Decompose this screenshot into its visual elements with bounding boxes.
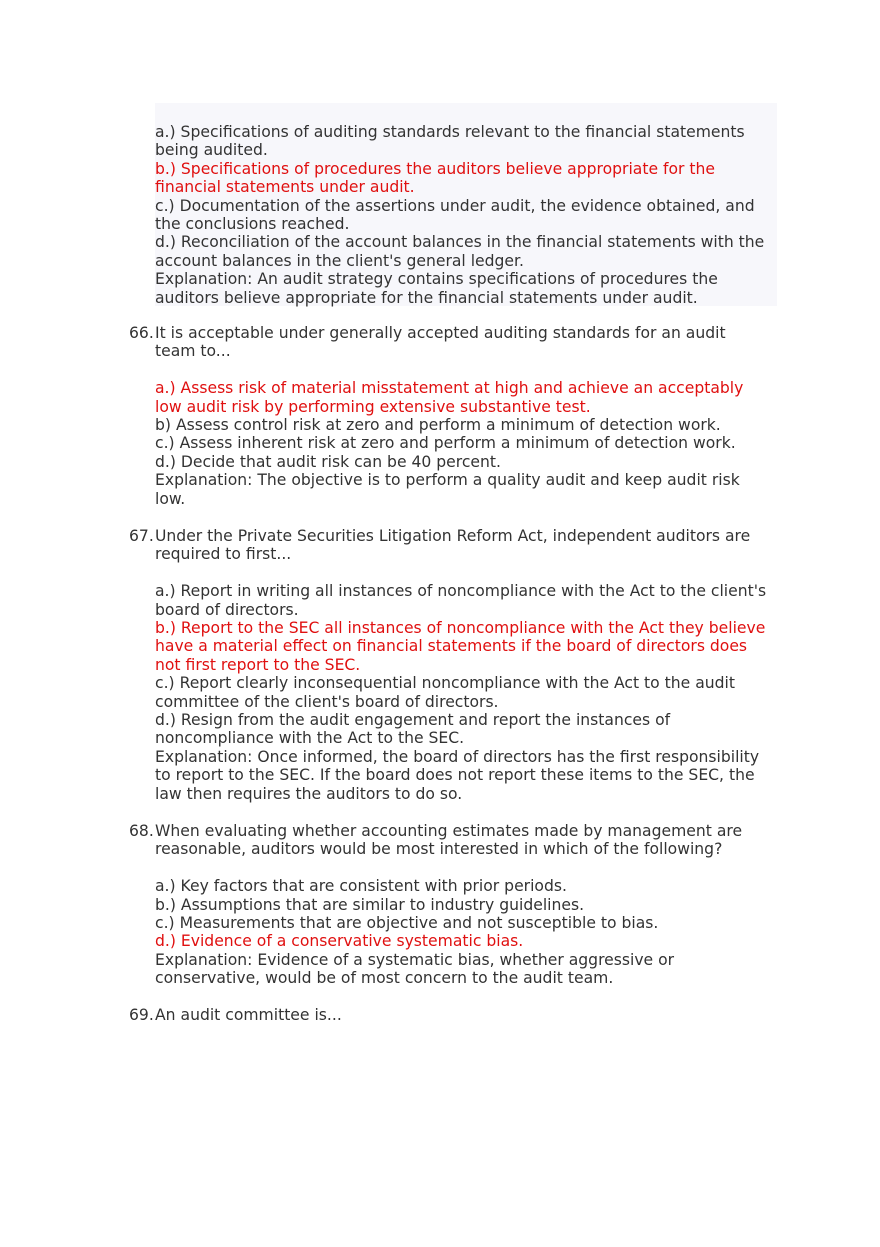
option-line: low audit risk by performing extensive substantive test.: [155, 397, 591, 416]
explanation: [155, 471, 785, 508]
option-a-correct-answer: [155, 379, 785, 416]
option-line: a.) Report in writing all instances of noncompliance with the Act to the client's: [155, 582, 767, 601]
option-b-correct-answer: [155, 160, 777, 197]
explanation-line: low.: [155, 489, 186, 508]
option-line: b.) Specifications of procedures the auditors believe appropriate for the: [155, 159, 715, 178]
question-line: It is acceptable under generally accepted auditing standards for an audit: [155, 324, 726, 342]
question-65-block: [155, 103, 777, 306]
question-line: An audit committee is...: [155, 1006, 342, 1024]
option-line: have a material effect on financial statements if the board of directors does: [155, 637, 748, 656]
option-line: account balances in the client's general ledger.: [155, 251, 524, 270]
explanation-line: law then requires the auditors to do so.: [155, 784, 463, 803]
option-line: not first report to the SEC.: [155, 655, 361, 674]
option-line: d.) Resign from the audit engagement and report the instances of: [155, 711, 671, 730]
explanation-line: Explanation: Once informed, the board of directors has the first responsibility: [155, 747, 760, 766]
option-c: c.) Assess inherent risk at zero and perform a minimum of detection work.: [155, 434, 736, 453]
option-line: committee of the client's board of directors.: [155, 692, 499, 711]
explanation: [155, 270, 777, 307]
option-line: board of directors.: [155, 600, 299, 619]
question-line: required to first...: [155, 545, 292, 564]
question-number: 67.: [129, 527, 154, 545]
explanation-line: Explanation: The objective is to perform a quality audit and keep audit risk: [155, 471, 740, 490]
question-number: 69.: [129, 1006, 154, 1024]
explanation-line: to report to the SEC. If the board does not report these items to the SEC, the: [155, 766, 755, 785]
option-d: [155, 711, 785, 748]
question-number: 66.: [129, 324, 154, 342]
explanation-line: Explanation: An audit strategy contains specifications of procedures the: [155, 270, 718, 289]
option-c: c.) Measurements that are objective and not susceptible to bias.: [155, 914, 659, 933]
option-line: a.) Assess risk of material misstatement at high and achieve an acceptably: [155, 379, 744, 398]
option-d: d.) Decide that audit risk can be 40 percent.: [155, 452, 501, 471]
option-line: c.) Report clearly inconsequential noncompliance with the Act to the audit: [155, 674, 735, 693]
option-line: being audited.: [155, 141, 268, 160]
question-text: [155, 324, 785, 361]
explanation-line: Explanation: Evidence of a systematic bias, whether aggressive or: [155, 950, 675, 969]
question-line: When evaluating whether accounting estimates made by management are: [155, 822, 743, 840]
option-line: a.) Specifications of auditing standards relevant to the financial statements: [155, 123, 745, 141]
option-d-correct-answer: d.) Evidence of a conservative systematic bias.: [155, 932, 524, 951]
explanation-line: auditors believe appropriate for the financial statements under audit.: [155, 288, 698, 307]
question-line: reasonable, auditors would be most interested in which of the following?: [155, 840, 723, 859]
option-b-correct-answer: [155, 619, 785, 674]
question-number: 68.: [129, 822, 154, 840]
option-line: the conclusions reached.: [155, 215, 350, 234]
question-text: [155, 527, 785, 564]
option-c: [155, 197, 777, 234]
option-line: d.) Reconciliation of the account balances in the financial statements with the: [155, 233, 765, 252]
question-text: [155, 822, 785, 859]
question-line: Under the Private Securities Litigation Reform Act, independent auditors are: [155, 527, 751, 545]
option-line: c.) Documentation of the assertions under audit, the evidence obtained, and: [155, 196, 755, 215]
option-a: a.) Key factors that are consistent with prior periods.: [155, 877, 567, 896]
option-line: b.) Report to the SEC all instances of noncompliance with the Act they believe: [155, 619, 766, 638]
explanation: [155, 951, 785, 988]
option-c: [155, 674, 785, 711]
option-line: financial statements under audit.: [155, 178, 415, 197]
option-d: [155, 233, 777, 270]
question-line: team to...: [155, 342, 231, 361]
explanation: [155, 748, 785, 803]
option-a: [155, 123, 777, 160]
explanation-line: conservative, would be of most concern to the audit team.: [155, 969, 614, 988]
option-b: b.) Assumptions that are similar to industry guidelines.: [155, 895, 585, 914]
option-b: b) Assess control risk at zero and perform a minimum of detection work.: [155, 416, 721, 435]
option-line: noncompliance with the Act to the SEC.: [155, 729, 465, 748]
option-a: [155, 582, 785, 619]
